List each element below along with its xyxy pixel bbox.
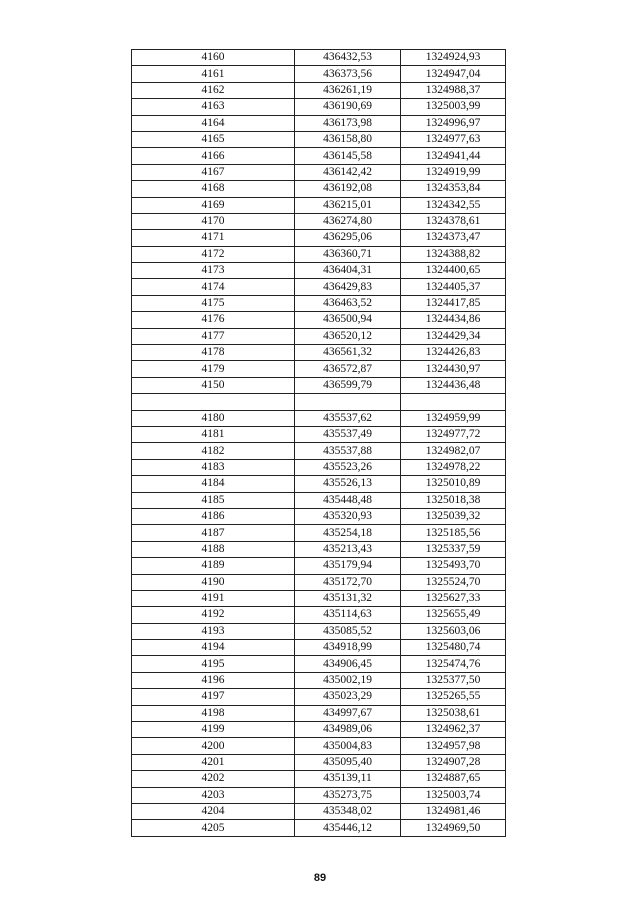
y-coordinate-cell: 1324969,50 xyxy=(401,820,506,836)
table-row xyxy=(132,607,506,623)
y-coordinate-cell: 1325474,76 xyxy=(401,656,506,672)
table-row xyxy=(132,443,506,459)
point-number-cell: 4198 xyxy=(132,705,295,721)
y-coordinate-cell: 1324378,61 xyxy=(401,213,506,229)
x-coordinate-cell xyxy=(295,394,401,410)
y-coordinate-cell: 1324959,99 xyxy=(401,410,506,426)
point-number-cell: 4205 xyxy=(132,820,295,836)
x-coordinate-cell: 435537,62 xyxy=(295,410,401,426)
table-row xyxy=(132,328,506,344)
point-number-cell: 4160 xyxy=(132,50,295,66)
point-number-cell: 4199 xyxy=(132,722,295,738)
table-row xyxy=(132,66,506,82)
table-row xyxy=(132,541,506,557)
point-number-cell: 4176 xyxy=(132,312,295,328)
y-coordinate-cell: 1324434,86 xyxy=(401,312,506,328)
x-coordinate-cell: 435348,02 xyxy=(295,803,401,819)
table-row xyxy=(132,558,506,574)
x-coordinate-cell: 436360,71 xyxy=(295,246,401,262)
x-coordinate-cell: 435537,88 xyxy=(295,443,401,459)
table-row xyxy=(132,640,506,656)
table-row xyxy=(132,197,506,213)
point-number-cell: 4182 xyxy=(132,443,295,459)
table-row xyxy=(132,656,506,672)
y-coordinate-cell: 1324978,22 xyxy=(401,459,506,475)
table-row xyxy=(132,164,506,180)
point-number-cell: 4150 xyxy=(132,377,295,393)
table-row xyxy=(132,312,506,328)
y-coordinate-cell: 1324977,63 xyxy=(401,131,506,147)
table-row xyxy=(132,705,506,721)
x-coordinate-cell: 436158,80 xyxy=(295,131,401,147)
x-coordinate-cell: 435320,93 xyxy=(295,508,401,524)
table-row xyxy=(132,722,506,738)
x-coordinate-cell: 436190,69 xyxy=(295,99,401,115)
y-coordinate-cell: 1324400,65 xyxy=(401,263,506,279)
point-number-cell: 4201 xyxy=(132,754,295,770)
x-coordinate-cell: 435085,52 xyxy=(295,623,401,639)
x-coordinate-cell: 435537,49 xyxy=(295,426,401,442)
y-coordinate-cell: 1324417,85 xyxy=(401,295,506,311)
y-coordinate-cell: 1324962,37 xyxy=(401,722,506,738)
point-number-cell: 4196 xyxy=(132,672,295,688)
y-coordinate-cell: 1325185,56 xyxy=(401,525,506,541)
y-coordinate-cell: 1324941,44 xyxy=(401,148,506,164)
point-number-cell: 4186 xyxy=(132,508,295,524)
x-coordinate-cell: 435095,40 xyxy=(295,754,401,770)
y-coordinate-cell: 1325337,59 xyxy=(401,541,506,557)
table-row xyxy=(132,623,506,639)
y-coordinate-cell: 1324342,55 xyxy=(401,197,506,213)
y-coordinate-cell: 1325038,61 xyxy=(401,705,506,721)
table-row xyxy=(132,50,506,66)
x-coordinate-cell: 435131,32 xyxy=(295,590,401,606)
y-coordinate-cell: 1324388,82 xyxy=(401,246,506,262)
x-coordinate-cell: 436432,53 xyxy=(295,50,401,66)
y-coordinate-cell: 1324430,97 xyxy=(401,361,506,377)
x-coordinate-cell: 436373,56 xyxy=(295,66,401,82)
point-number-cell: 4188 xyxy=(132,541,295,557)
x-coordinate-cell: 434989,06 xyxy=(295,722,401,738)
point-number-cell: 4184 xyxy=(132,476,295,492)
point-number-cell: 4178 xyxy=(132,345,295,361)
table-row xyxy=(132,754,506,770)
y-coordinate-cell: 1324977,72 xyxy=(401,426,506,442)
table-row xyxy=(132,295,506,311)
table-row xyxy=(132,213,506,229)
x-coordinate-cell: 436261,19 xyxy=(295,82,401,98)
table-row xyxy=(132,672,506,688)
y-coordinate-cell: 1325524,70 xyxy=(401,574,506,590)
point-number-cell: 4200 xyxy=(132,738,295,754)
x-coordinate-cell: 435179,94 xyxy=(295,558,401,574)
x-coordinate-cell: 436142,42 xyxy=(295,164,401,180)
y-coordinate-cell: 1324919,99 xyxy=(401,164,506,180)
x-coordinate-cell: 435254,18 xyxy=(295,525,401,541)
table-row xyxy=(132,476,506,492)
point-number-cell: 4193 xyxy=(132,623,295,639)
y-coordinate-cell: 1325039,32 xyxy=(401,508,506,524)
point-number-cell: 4172 xyxy=(132,246,295,262)
x-coordinate-cell: 436173,98 xyxy=(295,115,401,131)
point-number-cell: 4173 xyxy=(132,263,295,279)
point-number-cell: 4192 xyxy=(132,607,295,623)
x-coordinate-cell: 436500,94 xyxy=(295,312,401,328)
table-row xyxy=(132,525,506,541)
point-number-cell: 4194 xyxy=(132,640,295,656)
coordinates-table-body xyxy=(132,50,506,837)
table-row xyxy=(132,803,506,819)
x-coordinate-cell: 435523,26 xyxy=(295,459,401,475)
page-number: 89 xyxy=(313,872,327,884)
table-row xyxy=(132,148,506,164)
y-coordinate-cell: 1324429,34 xyxy=(401,328,506,344)
x-coordinate-cell: 436463,52 xyxy=(295,295,401,311)
x-coordinate-cell: 436404,31 xyxy=(295,263,401,279)
y-coordinate-cell: 1325003,99 xyxy=(401,99,506,115)
table-row xyxy=(132,689,506,705)
table-row xyxy=(132,279,506,295)
x-coordinate-cell: 435446,12 xyxy=(295,820,401,836)
point-number-cell: 4204 xyxy=(132,803,295,819)
table-row xyxy=(132,82,506,98)
table-row xyxy=(132,574,506,590)
table-row xyxy=(132,181,506,197)
x-coordinate-cell: 435023,29 xyxy=(295,689,401,705)
y-coordinate-cell: 1325493,70 xyxy=(401,558,506,574)
table-row xyxy=(132,492,506,508)
y-coordinate-cell: 1325655,49 xyxy=(401,607,506,623)
y-coordinate-cell xyxy=(401,394,506,410)
x-coordinate-cell: 435526,13 xyxy=(295,476,401,492)
point-number-cell: 4170 xyxy=(132,213,295,229)
table-row-blank xyxy=(132,394,506,410)
point-number-cell: 4180 xyxy=(132,410,295,426)
y-coordinate-cell: 1325010,89 xyxy=(401,476,506,492)
point-number-cell: 4203 xyxy=(132,787,295,803)
table-row xyxy=(132,508,506,524)
point-number-cell: 4162 xyxy=(132,82,295,98)
x-coordinate-cell: 436145,58 xyxy=(295,148,401,164)
point-number-cell: 4175 xyxy=(132,295,295,311)
x-coordinate-cell: 436561,32 xyxy=(295,345,401,361)
table-row xyxy=(132,738,506,754)
y-coordinate-cell: 1324405,37 xyxy=(401,279,506,295)
table-row xyxy=(132,345,506,361)
table-row xyxy=(132,246,506,262)
x-coordinate-cell: 435002,19 xyxy=(295,672,401,688)
point-number-cell: 4187 xyxy=(132,525,295,541)
table-row xyxy=(132,131,506,147)
table-row xyxy=(132,377,506,393)
x-coordinate-cell: 435114,63 xyxy=(295,607,401,623)
y-coordinate-cell: 1324981,46 xyxy=(401,803,506,819)
point-number-cell: 4168 xyxy=(132,181,295,197)
x-coordinate-cell: 436295,06 xyxy=(295,230,401,246)
x-coordinate-cell: 436520,12 xyxy=(295,328,401,344)
y-coordinate-cell: 1325377,50 xyxy=(401,672,506,688)
y-coordinate-cell: 1325003,74 xyxy=(401,787,506,803)
point-number-cell: 4163 xyxy=(132,99,295,115)
point-number-cell: 4164 xyxy=(132,115,295,131)
x-coordinate-cell: 434906,45 xyxy=(295,656,401,672)
table-row xyxy=(132,771,506,787)
y-coordinate-cell: 1325265,55 xyxy=(401,689,506,705)
y-coordinate-cell: 1325480,74 xyxy=(401,640,506,656)
table-row xyxy=(132,361,506,377)
y-coordinate-cell: 1324957,98 xyxy=(401,738,506,754)
x-coordinate-cell: 435448,48 xyxy=(295,492,401,508)
x-coordinate-cell: 436215,01 xyxy=(295,197,401,213)
y-coordinate-cell: 1324426,83 xyxy=(401,345,506,361)
x-coordinate-cell: 435172,70 xyxy=(295,574,401,590)
y-coordinate-cell: 1324907,28 xyxy=(401,754,506,770)
y-coordinate-cell: 1325603,06 xyxy=(401,623,506,639)
table-row xyxy=(132,115,506,131)
y-coordinate-cell: 1324887,65 xyxy=(401,771,506,787)
y-coordinate-cell: 1324353,84 xyxy=(401,181,506,197)
x-coordinate-cell: 434918,99 xyxy=(295,640,401,656)
x-coordinate-cell: 435273,75 xyxy=(295,787,401,803)
point-number-cell: 4202 xyxy=(132,771,295,787)
x-coordinate-cell: 436274,80 xyxy=(295,213,401,229)
x-coordinate-cell: 434997,67 xyxy=(295,705,401,721)
point-number-cell: 4190 xyxy=(132,574,295,590)
coordinates-table xyxy=(131,49,506,837)
point-number-cell: 4189 xyxy=(132,558,295,574)
point-number-cell: 4177 xyxy=(132,328,295,344)
table-row xyxy=(132,99,506,115)
x-coordinate-cell: 435139,11 xyxy=(295,771,401,787)
point-number-cell: 4197 xyxy=(132,689,295,705)
y-coordinate-cell: 1325627,33 xyxy=(401,590,506,606)
point-number-cell: 4185 xyxy=(132,492,295,508)
point-number-cell: 4191 xyxy=(132,590,295,606)
point-number-cell: 4167 xyxy=(132,164,295,180)
point-number-cell: 4165 xyxy=(132,131,295,147)
table-row xyxy=(132,263,506,279)
point-number-cell: 4181 xyxy=(132,426,295,442)
point-number-cell xyxy=(132,394,295,410)
y-coordinate-cell: 1324982,07 xyxy=(401,443,506,459)
table-row xyxy=(132,590,506,606)
x-coordinate-cell: 436599,79 xyxy=(295,377,401,393)
y-coordinate-cell: 1324436,48 xyxy=(401,377,506,393)
x-coordinate-cell: 435213,43 xyxy=(295,541,401,557)
point-number-cell: 4183 xyxy=(132,459,295,475)
point-number-cell: 4174 xyxy=(132,279,295,295)
y-coordinate-cell: 1324988,37 xyxy=(401,82,506,98)
point-number-cell: 4169 xyxy=(132,197,295,213)
x-coordinate-cell: 436429,83 xyxy=(295,279,401,295)
point-number-cell: 4166 xyxy=(132,148,295,164)
x-coordinate-cell: 435004,83 xyxy=(295,738,401,754)
y-coordinate-cell: 1324996,97 xyxy=(401,115,506,131)
point-number-cell: 4179 xyxy=(132,361,295,377)
point-number-cell: 4195 xyxy=(132,656,295,672)
table-row xyxy=(132,787,506,803)
table-row xyxy=(132,820,506,836)
point-number-cell: 4171 xyxy=(132,230,295,246)
x-coordinate-cell: 436192,08 xyxy=(295,181,401,197)
table-row xyxy=(132,459,506,475)
x-coordinate-cell: 436572,87 xyxy=(295,361,401,377)
point-number-cell: 4161 xyxy=(132,66,295,82)
y-coordinate-cell: 1324924,93 xyxy=(401,50,506,66)
y-coordinate-cell: 1325018,38 xyxy=(401,492,506,508)
table-row xyxy=(132,426,506,442)
table-row xyxy=(132,410,506,426)
y-coordinate-cell: 1324947,04 xyxy=(401,66,506,82)
y-coordinate-cell: 1324373,47 xyxy=(401,230,506,246)
table-row xyxy=(132,230,506,246)
